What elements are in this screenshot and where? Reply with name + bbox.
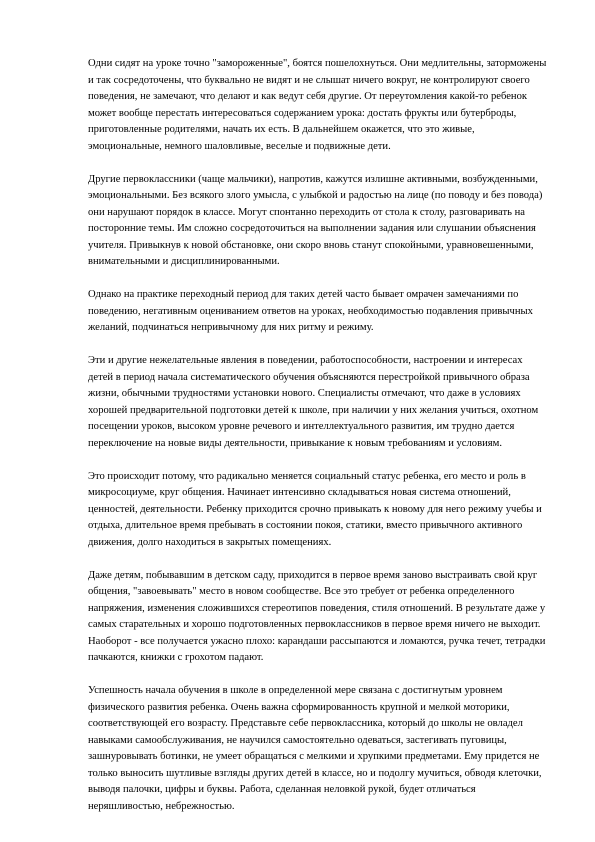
paragraph-2: Другие первоклассники (чаще мальчики), напротив, кажутся излишне активными, возбужденными, эмоциональными. Без всякого злого умысла, с улыбкой и радостью на лице (по поводу и без повода) они нарушают порядок в классе. Могут спонтанно переходить от стола к столу, разговаривать на посторонние темы. Им сложно сосредоточиться на выполнении задания или слушании объяснения учителя. Привыкнув к новой обстановке, они скоро вновь станут спокойными, уравновешенными, внимательными и дисциплинированными.: [88, 173, 543, 267]
paragraph-7: Успешность начала обучения в школе в определенной мере связана с достигнутым уровнем физического развития ребенка. Очень важна сформированность крупной и мелкой моторики, соответствующей его возрасту. Представьте себе первоклассника, который до школы не овладел навыками самообслуживания, не научился самостоятельно одеваться, застегивать пуговицы, зашнуровывать ботинки, не умеет обращаться с мелкими и хрупкими предметами. Ему придется не только выносить шутливые взгляды других детей в классе, но и подолгу мучиться, обводя клеточки, выводя палочки, цифры и буквы. Работа, сделанная неловкой рукой, будет отличаться неряшливостью, небрежностью.: [88, 685, 542, 812]
paragraph-6: Даже детям, побывавшим в детском саду, приходится в первое время заново выстраивать свой круг общения, "завоевывать" место в новом сообществе. Все это требует от ребенка определенного напряжения, изменения сложившихся стереотипов поведения, стиля отношений. В результате даже у самых старательных и хорошо подготовленных первоклассников в первое время ничего не выходит. Наоборот - все получается ужасно плохо: карандаши рассыпаются и ломаются, ручка течет, тетрадки пачкаются, книжки с грохотом падают.: [88, 569, 546, 663]
paragraph-4: Эти и другие нежелательные явления в поведении, работоспособности, настроении и интересах детей в период начала систематического обучения объясняются перестройкой привычного образа жизни, обычными трудностями установки нового. Специалисты отмечают, что даже в условиях хорошей предварительной подготовки детей к школе, при наличии у них желания учиться, охотном посещении уроков, высоком уровне речевого и интеллектуального развития, им трудно дается переключение на новые виды деятельности, привыкание к новым требованиям и условиям.: [88, 355, 539, 449]
paragraph-3: Однако на практике переходный период для таких детей часто бывает омрачен замечаниями по поведению, негативным оцениванием ответов на уроках, необходимостью подавления привычных желаний, подчинаться непривычному для них ритму и режиму.: [88, 289, 533, 333]
document-body: [88, 56, 550, 832]
paragraph-1: Одни сидят на уроке точно "замороженные", боятся пошелохнуться. Они медлительны, заторможены и так сосредоточены, что буквально не видят и не слышат ничего вокруг, не контролируют своего поведения, не замечают, что делают и как ведут себя другие. От переутомления какой-то ребенок может вообще перестать интересоваться содержанием урока: достать фрукты или бутерброды, приготовленные родителями, начать их есть. В дальнейшем окажется, что это живые, эмоциональные, немного шаловливые, веселые и подвижные дети.: [88, 58, 547, 152]
paragraph-5: Это происходит потому, что радикально меняется социальный статус ребенка, его место и роль в микросоциуме, круг общения. Начинает интенсивно складываться новая система отношений, ценностей, деятельности. Ребенку приходится срочно привыкать к новому для него режиму учебы и отдыха, длительное время пребывать в состоянии покоя, статики, вместо привычного активного движения, долго находиться в закрытых помещениях.: [88, 470, 542, 548]
